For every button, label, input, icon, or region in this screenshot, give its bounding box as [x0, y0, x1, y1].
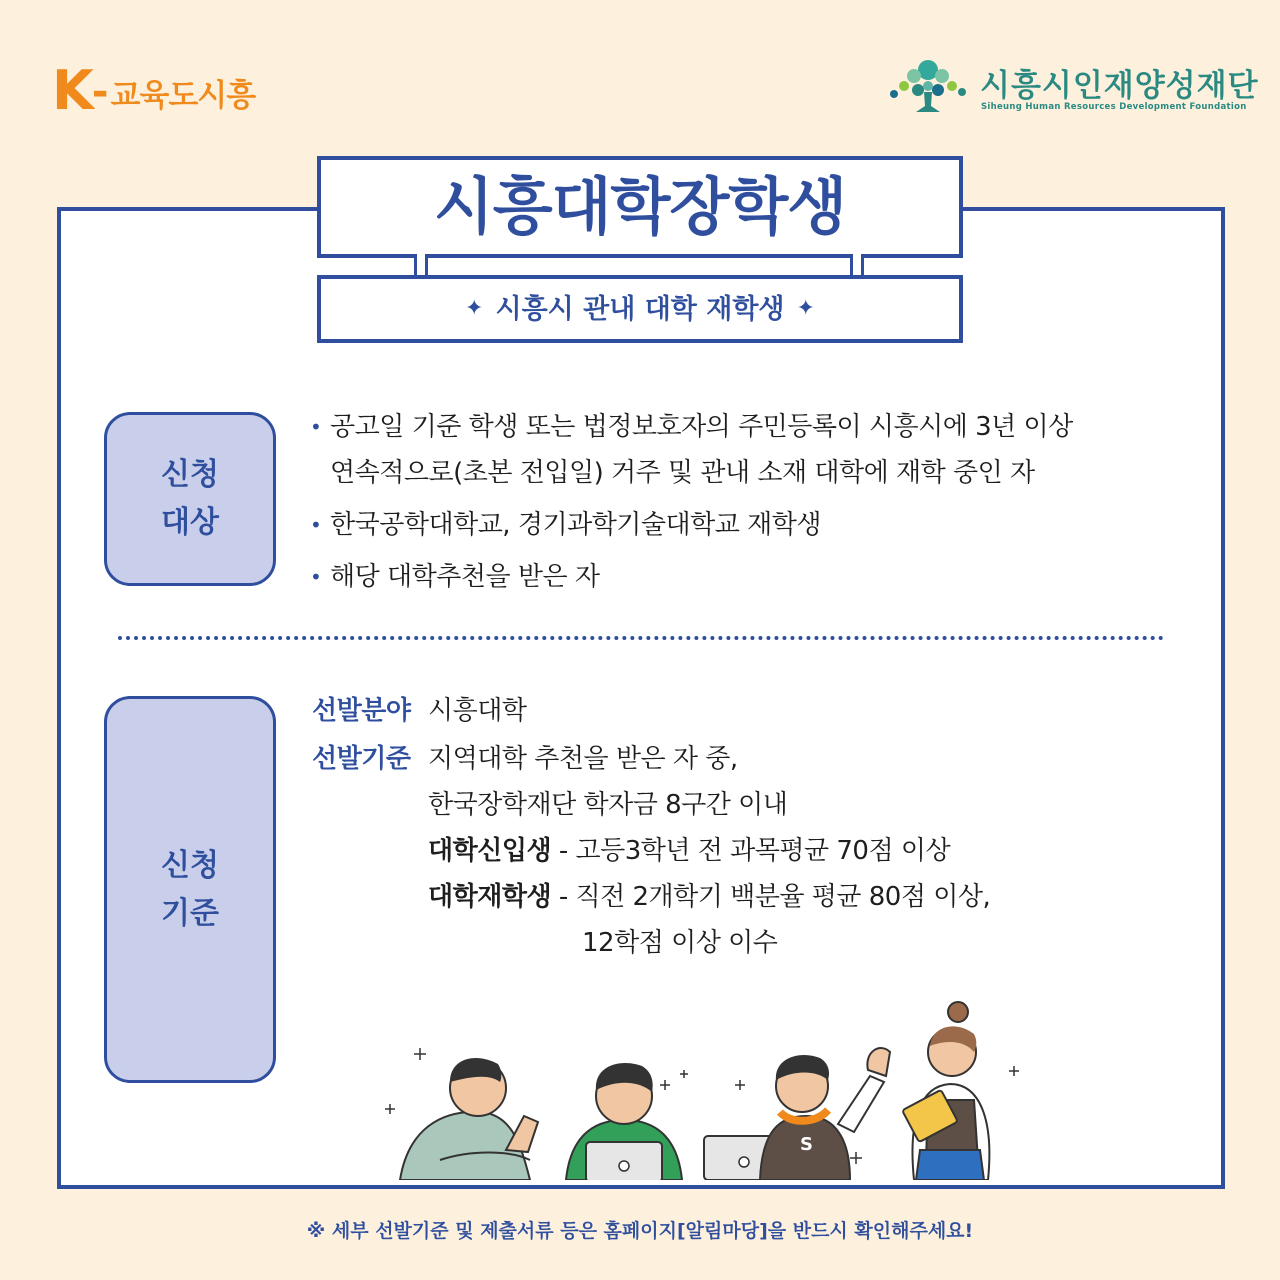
- foundation-name-korean: 시흥시인재양성재단: [980, 68, 1259, 104]
- foundation-name-english: Siheung Human Resources Development Foundation: [981, 102, 1247, 112]
- badge-line: 기준: [161, 895, 219, 931]
- badge-application-criteria: [104, 696, 276, 1083]
- criteria-text: 한국장학재단 학자금 8구간 이내: [428, 790, 788, 820]
- page-title: 시흥대학장학생: [433, 170, 847, 243]
- student-one: [400, 1058, 538, 1180]
- badge-application-target: [104, 412, 276, 586]
- list-item: [310, 404, 1170, 450]
- selection-criteria-label: 선발기준: [312, 744, 411, 774]
- star-icon: ✦: [796, 296, 815, 321]
- enrolled-criteria-line: [312, 920, 1172, 966]
- student-three: [704, 1048, 890, 1180]
- list-item: [310, 502, 1170, 548]
- freshman-label: 대학신입생: [428, 836, 552, 866]
- dotted-divider: [118, 636, 1164, 640]
- selection-field-label: 선발분야: [312, 696, 411, 726]
- enrolled-criteria: - 직전 2개학기 백분율 평균 80점 이상,: [551, 882, 991, 912]
- banner-connector-left: [414, 254, 428, 276]
- criteria-line: [312, 782, 1172, 828]
- subtitle: 시흥시 관내 대학 재학생: [495, 293, 785, 325]
- target-list: [310, 404, 1170, 606]
- students-illustration: [380, 1000, 1040, 1180]
- star-icon: ✦: [465, 296, 484, 321]
- list-item-text: 연속적으로(초본 전입일) 거주 및 관내 소재 대학에 재학 중인 자: [330, 458, 1035, 488]
- badge-line: 대상: [161, 505, 219, 540]
- badge-line: 신청: [161, 847, 219, 883]
- list-item: [310, 554, 1170, 600]
- logo-dash: -: [91, 69, 109, 115]
- title-banner: [317, 156, 963, 258]
- selection-field-value: 시흥대학: [428, 696, 527, 726]
- student-four: [902, 1002, 989, 1180]
- criteria-text: 지역대학 추천을 받은 자 중,: [428, 744, 738, 774]
- foundation-logo: [888, 58, 1259, 118]
- footer-note: ※ 세부 선발기준 및 제출서류 등은 홈페이지[알림마당]을 반드시 확인해주세요!: [306, 1220, 974, 1242]
- enrolled-criteria-row: [312, 874, 1172, 920]
- banner-connector-right: [850, 254, 864, 276]
- bullet-icon: •: [310, 565, 322, 589]
- bullet-icon: •: [310, 415, 322, 439]
- logo-text: 교육도시흥: [110, 78, 256, 114]
- criteria-block: [312, 688, 1172, 966]
- freshman-criteria: - 고등3학년 전 과목평균 70점 이상: [551, 836, 951, 866]
- subtitle-banner: [317, 275, 963, 343]
- badge-line: 신청: [161, 457, 219, 492]
- selection-criteria-row: [312, 736, 1172, 782]
- list-item-text: 한국공학대학교, 경기과학기술대학교 재학생: [330, 510, 821, 540]
- foundation-tree-icon: [888, 58, 968, 116]
- enrolled-label: 대학재학생: [428, 882, 552, 912]
- logo-k: K: [52, 59, 92, 122]
- bullet-icon: •: [310, 513, 322, 537]
- list-item-text: 공고일 기준 학생 또는 법정보호자의 주민등록이 시흥시에 3년 이상: [330, 412, 1073, 442]
- enrolled-criteria-text: 12학점 이상 이수: [582, 928, 778, 958]
- k-education-city-logo: [52, 58, 256, 122]
- list-item-continuation: [310, 450, 1170, 496]
- freshman-criteria-row: [312, 828, 1172, 874]
- list-item-text: 해당 대학추천을 받은 자: [330, 562, 600, 592]
- svg-text:S: S: [800, 1134, 813, 1155]
- selection-field-row: [312, 688, 1172, 734]
